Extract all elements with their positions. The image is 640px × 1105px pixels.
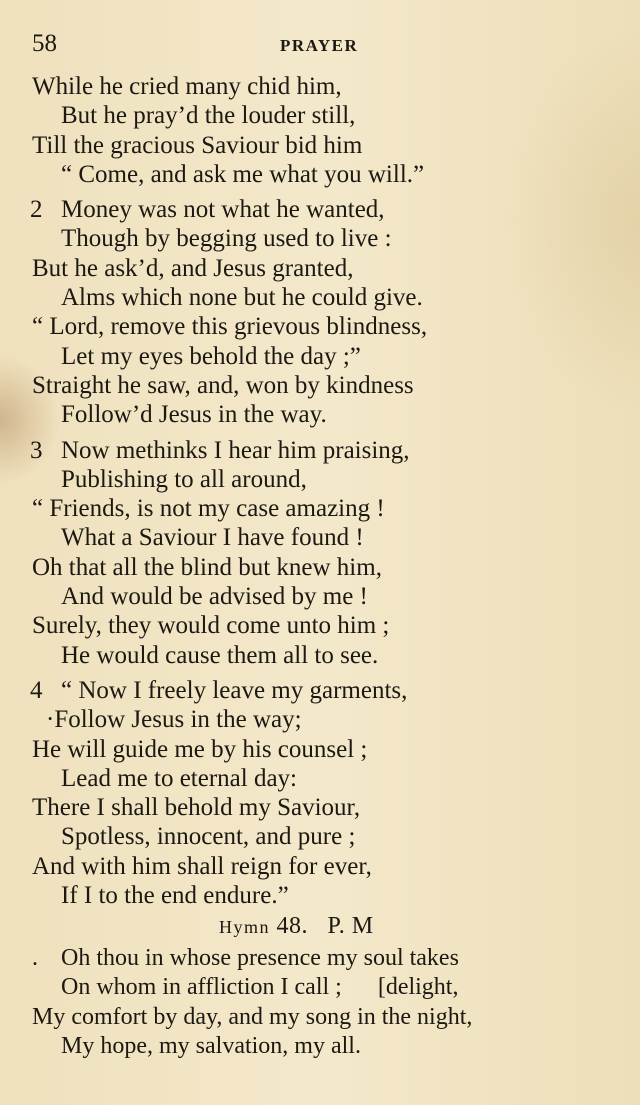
- hymn-48-stanza-1: [0, 944, 640, 1061]
- running-head: PRAYER: [280, 36, 359, 55]
- verse-line: He would cause them all to see.: [61, 641, 379, 669]
- verse-line: Spotless, innocent, and pure ;: [61, 823, 356, 851]
- hymn-meter: P. M: [327, 913, 374, 939]
- stanza-1: [0, 72, 640, 189]
- stanza-number: 3: [30, 436, 43, 464]
- verse-line: [0, 676, 640, 705]
- stanza-number: 2: [30, 196, 43, 224]
- page-number: 58: [32, 30, 57, 57]
- verse-line: But he ask’d, and Jesus granted,: [32, 254, 354, 282]
- verse-line: [0, 944, 640, 973]
- verse-line: Straight he saw, and, won by kindness: [32, 371, 414, 399]
- hymn-word: Hymn: [219, 917, 270, 937]
- stanza-4: [0, 676, 640, 910]
- verse-line: If I to the end endure.”: [61, 882, 289, 910]
- verse-line-text: Money was not what he wanted,: [61, 196, 385, 224]
- stanza-number: 4: [30, 676, 43, 704]
- verse-line: While he cried many chid him,: [32, 73, 342, 100]
- verse-line-text: “ Now I freely leave my garments,: [61, 676, 408, 704]
- stanza-2: [0, 195, 640, 429]
- verse-line: Lead me to eternal day:: [61, 764, 297, 792]
- verse-line: And with him shall reign for ever,: [32, 852, 372, 880]
- page-header: [32, 30, 616, 60]
- verse-line: Though by begging used to live :: [61, 225, 392, 253]
- hymn-heading: [219, 913, 374, 940]
- verse-line: He will guide me by his counsel ;: [32, 735, 368, 763]
- hymn-text: [0, 72, 640, 910]
- verse-line: But he pray’d the louder still,: [61, 102, 356, 130]
- verse-line: “ Friends, is not my case amazing !: [32, 495, 385, 523]
- verse-line: What a Saviour I have found !: [61, 524, 364, 552]
- verse-line-text: Oh thou in whose presence my soul takes: [61, 945, 459, 971]
- verse-line: Till the gracious Saviour bid him: [32, 131, 363, 159]
- verse-line: On whom in affliction I call ; [delight,: [61, 974, 459, 1001]
- verse-line: There I shall behold my Saviour,: [32, 794, 361, 822]
- verse-mark: .: [32, 945, 38, 971]
- verse-line: [0, 195, 640, 224]
- verse-line: My hope, my salvation, my all.: [61, 1032, 361, 1059]
- verse-line: And would be advised by me !: [61, 583, 368, 611]
- verse-line: Let my eyes behold the day ;”: [61, 342, 361, 370]
- verse-line: Surely, they would come unto him ;: [32, 612, 390, 640]
- stanza-3: [0, 436, 640, 670]
- verse-line: Alms which none but he could give.: [61, 284, 423, 312]
- verse-line: Publishing to all around,: [61, 465, 307, 493]
- verse-line: ·Follow Jesus in the way;: [46, 706, 302, 734]
- verse-line: “ Come, and ask me what you will.”: [61, 160, 425, 188]
- hymn-number: 48.: [276, 913, 308, 939]
- verse-line: “ Lord, remove this grievous blindness,: [32, 313, 428, 341]
- verse-line: Oh that all the blind but knew him,: [32, 553, 382, 581]
- verse-line: [0, 436, 640, 465]
- verse-line: Follow’d Jesus in the way.: [61, 401, 327, 429]
- verse-line-text: Now methinks I hear him praising,: [61, 436, 410, 464]
- verse-line: My comfort by day, and my song in the night,: [32, 1003, 473, 1030]
